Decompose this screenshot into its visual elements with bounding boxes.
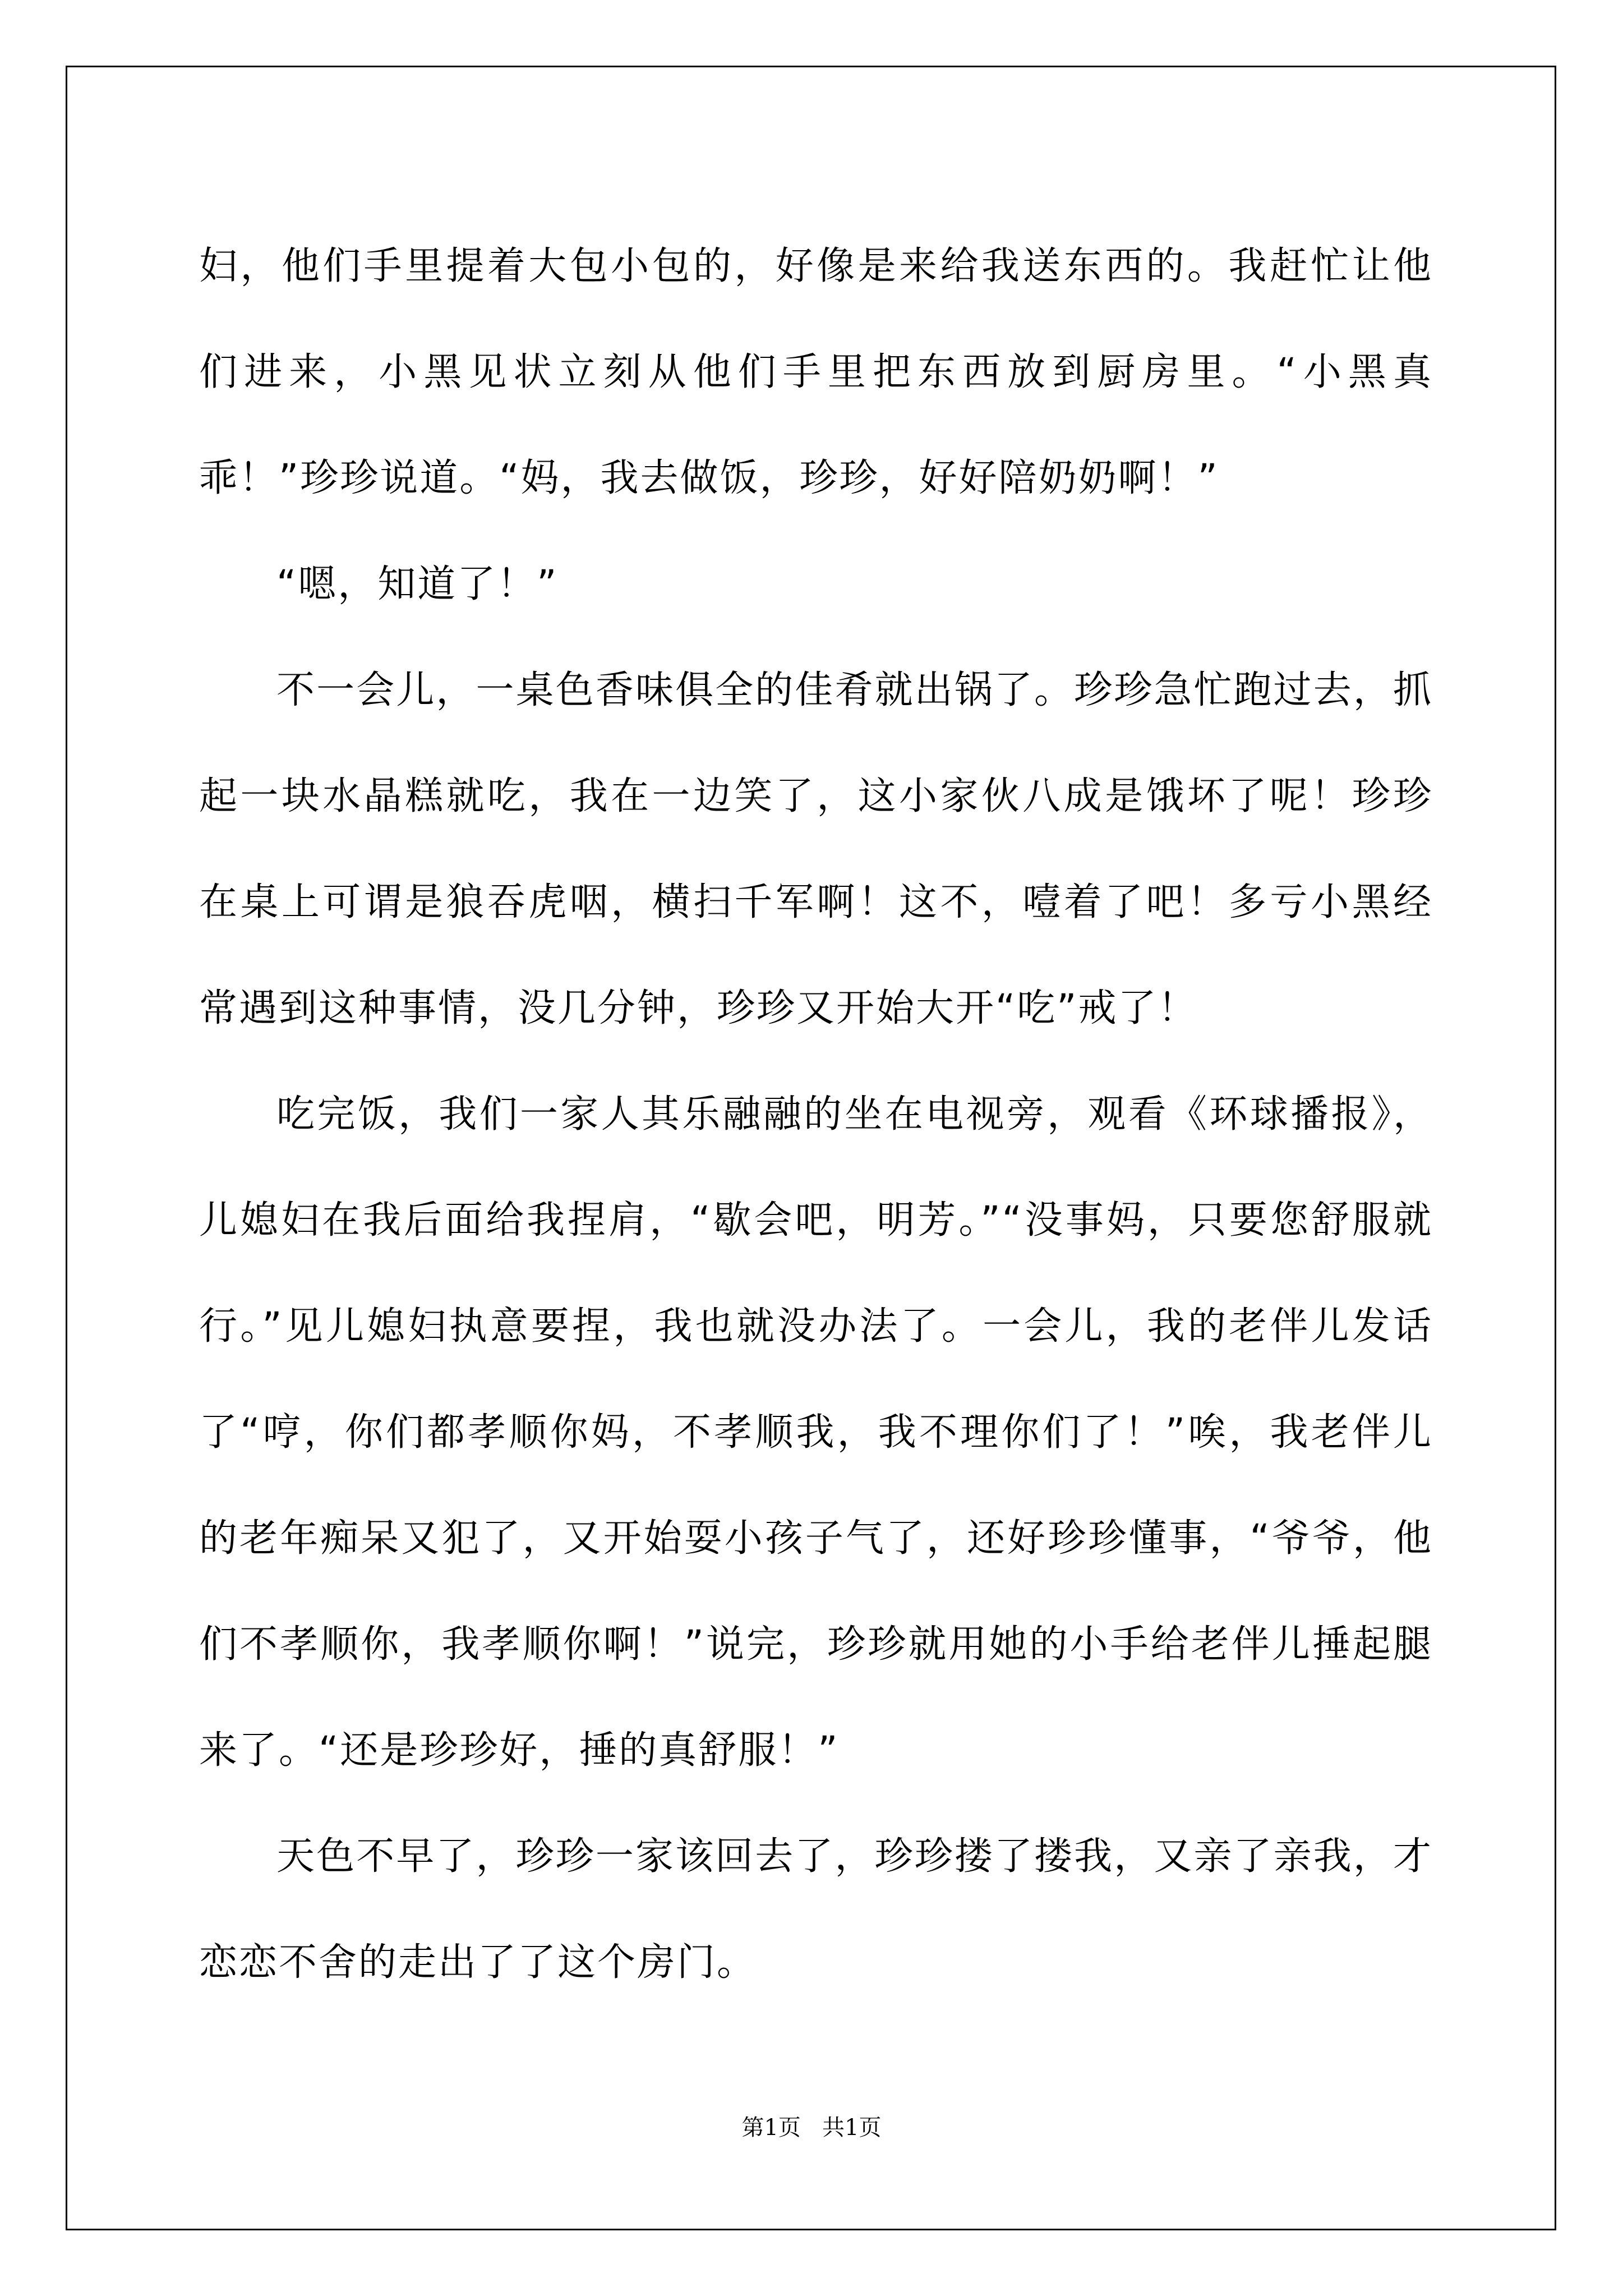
paragraph-1: 妇，他们手里提着大包小包的，好像是来给我送东西的。我赶忙让他们进来，小黑见状立刻从他们手里把东西放到厨房里。“小黑真乖！”珍珍说道。“妈，我去做饭，珍珍，好好陪奶奶啊！” — [199, 244, 1433, 500]
document-body — [199, 213, 1433, 2016]
paragraph-3: 不一会儿，一桌色香味俱全的佳肴就出锅了。珍珍急忙跑过去，抓起一块水晶糕就吃，我在一边笑了，这小家伙八成是饿坏了呢！珍珍在桌上可谓是狼吞虎咽，横扫千军啊！这不，噎着了吧！多亏小黑经常遇到这种事情，没几分钟，珍珍又开始大开“吃”戒了！ — [199, 668, 1433, 1030]
page-footer: 第1页 共1页 — [741, 2115, 882, 2141]
paragraph-4: 吃完饭，我们一家人其乐融融的坐在电视旁，观看《环球播报》，儿媳妇在我后面给我捏肩，“歇会吧，明芳。”“没事妈，只要您舒服就行。”见儿媳妇执意要捏，我也就没办法了。一会儿，我的老伴儿发话了“哼，你们都孝顺你妈，不孝顺我，我不理你们了！”唉，我老伴儿的老年痴呆又犯了，又开始耍小孩子气了，还好珍珍懂事，“爷爷，他们不孝顺你，我孝顺你啊！”说完，珍珍就用她的小手给老伴儿捶起腿来了。“还是珍珍好，捶的真舒服！” — [199, 1092, 1433, 1773]
paragraph-5: 天色不早了，珍珍一家该回去了，珍珍搂了搂我，又亲了亲我，才恋恋不舍的走出了了这个房门。 — [199, 1834, 1433, 1985]
paragraph-2: “嗯，知道了！” — [276, 562, 559, 606]
